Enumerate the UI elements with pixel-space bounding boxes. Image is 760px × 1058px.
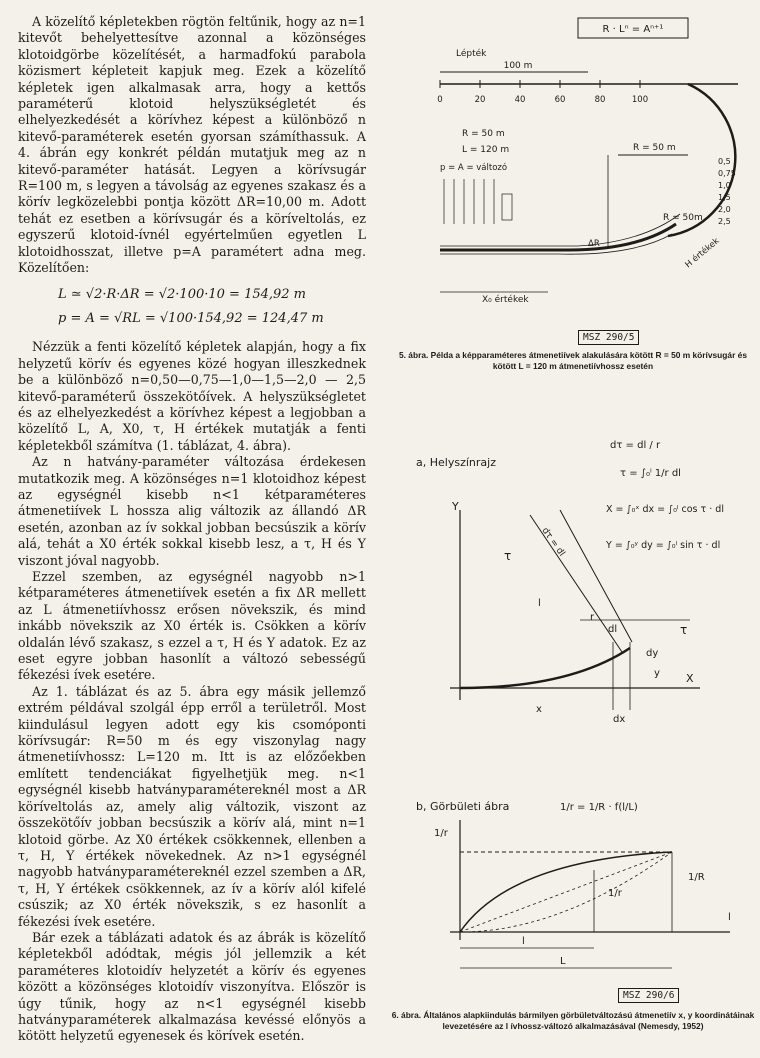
axis-x-label: X xyxy=(686,672,694,685)
formula-y: Y = ∫₀ʸ dy = ∫₀ˡ sin τ · dl xyxy=(606,540,721,551)
label-dtau: dτ = dl xyxy=(539,525,567,559)
axis-y-label: Y xyxy=(452,500,459,513)
figure-5-caption: 5. ábra. Példa a képparaméteres átmenetiívek alakulására kötött R = 50 m körívsugár és kötött L = 120 m átmenetiívhossz esetén xyxy=(399,350,747,371)
figure-5 xyxy=(418,14,756,348)
label-x: x xyxy=(536,704,542,715)
label-inv-r: 1/r xyxy=(608,888,622,899)
n-value: 1,5 xyxy=(718,193,731,202)
paragraph-3: Az n hatvány-paraméter változása érdekesen mutatkozik meg. A közönséges n=1 klotoidhoz képest az egységnél kisebb n<1 kétparaméteres átmenetiívek L hossza alig változik az állandó ΔR esetén, azonban az ív sokkal jobban becsúszik a körív alá, tehát a X0 érték sokkal kisebb lesz, a τ, H és Y viszont jóval nagyobb. xyxy=(18,454,366,568)
figure-5-code: MSZ 290/5 xyxy=(578,330,639,345)
label-tau: τ xyxy=(504,549,512,563)
paragraph-4: Ezzel szemben, az egységnél nagyobb n>1 kétparaméteres átmenetiívek esetén a fix ΔR mellett az L átmenetiívhossz erősen növekszik, és mind inkább növekszik az X0 érték is. Csökken a körív oldalán lévő szakasz, s ezzel a τ, H és Y adatok. Ez az eset egyre jobban hasonlít a változó sebességű fékezési ívek esetére. xyxy=(18,569,366,683)
formula-dtau: dτ = dl / r xyxy=(610,440,661,451)
scale-tick-label: 100 xyxy=(631,95,649,105)
label-l-axis: l xyxy=(728,912,731,923)
paragraph-6: Bár ezek a táblázati adatok és az ábrák is közelítő képletekből adódtak, mégis jól jellemzik a két paraméteres klotoidív helyzetét a körív és egyenes között a közönséges klotoidív viszonyítva. Először is úgy tűnik, hogy az n<1 egységnél kisebb hatványparaméterek alkalmazása kevéssé előnyös a kötött helyzetű egyenesek és körívek esetén. xyxy=(18,929,366,1044)
equation-l: L ≃ √2·R·ΔR = √2·100·10 = 154,92 m xyxy=(58,286,307,302)
label-inv-r-axis: 1/r xyxy=(434,828,448,839)
label-dy: dy xyxy=(646,648,659,659)
r-mid-label: R = 50m xyxy=(663,213,703,223)
formula-tau: τ = ∫₀ˡ 1/r dl xyxy=(620,468,681,479)
curve-l xyxy=(460,648,630,688)
h-label: H értékek xyxy=(683,236,722,271)
formula-text: R · Lⁿ = Aⁿ⁺¹ xyxy=(602,24,664,35)
formula-x: X = ∫₀ˣ dx = ∫₀ˡ cos τ · dl xyxy=(606,504,724,515)
label-tau-2: τ xyxy=(680,623,688,637)
n-value: 2,5 xyxy=(718,217,731,226)
r-top-label: R = 50 m xyxy=(633,143,676,153)
r-label: R = 50 m xyxy=(462,129,505,139)
scale-length: 100 m xyxy=(503,61,533,71)
transition-curve-variant xyxy=(440,214,680,246)
label-dl: dl xyxy=(608,624,618,635)
label-y: y xyxy=(654,668,660,679)
part-a-title: a, Helyszínrajz xyxy=(416,456,496,469)
paragraph-1: A közelítő képletekben rögtön feltűnik, hogy az n=1 kitevőt behelyettesítve azonnal a közönséges klotoidgörbe közelítését, a harmadfokú parabola közismert képleteit kapjuk meg. Ezek a közelítő képletek igen alkalmasak arra, hogy a kettős paraméterű klotoid helyszükségletét és elhelyezkedését a körívhez képest a különböző n kitevő-paraméterek esetén gyorsan számíthassuk. A 4. ábrán egy konkrét példán mutatjuk meg az n kitevő-paraméter hatását. Legyen a körívsugár R=100 m, s legyen a távolság az egyenes szakasz és a körív legközelebbi pontja között ΔR=10,00 m. Adott tehát ez esetben a körívsugár és a köríveltolás, ez egyszerű klotoid-ívnél egyértelműen egyetlen L klotoidhosszat, illetve p=A paramétert adna meg. Közelítően: xyxy=(18,14,366,276)
scale-tick-label: 60 xyxy=(554,95,566,105)
paragraph-2: Nézzük a fenti közelítő képletek alapján, hogy a fix helyzetű körív és egyenes közé hogyan illeszkednek be a különböző n=0,50—0,75—1,0—1,5—2,0 — 2,5 kitevő-paraméterű összekötőívek. A helyszükségletet és az elhelyezkedést a körívhez képest a legjobban a közelítő L, A, X0, τ, H értékek mutatják a fenti képletekből számítva (1. táblázat, 4. ábra). xyxy=(18,339,366,453)
n-value: 0,75 xyxy=(718,169,736,178)
linear-curvature xyxy=(460,852,672,932)
n-value: 1,0 xyxy=(718,181,731,190)
figure-6-caption: 6. ábra. Általános alapkiindulás bármilyen görbületváltozású átmenetiív x, y koordinátáinak levezetésére az l ívhossz-változó alkalmazásával (Nemesdy, 1952) xyxy=(391,1010,755,1031)
text-column xyxy=(18,14,366,1045)
figure-6 xyxy=(410,420,756,1004)
label-dx: dx xyxy=(613,714,626,725)
scale-tick-label: 20 xyxy=(474,95,486,105)
label-l: l xyxy=(538,598,541,609)
scale-tick-label: 40 xyxy=(514,95,526,105)
n-value: 2,0 xyxy=(718,205,731,214)
paragraph-5: Az 1. táblázat és az 5. ábra egy másik jellemző extrém példával szolgál épp erről a területről. Most kiindulásul legyen adott egy kis csomóponti körívsugár: R=50 m és egy viszonylag nagy átmenetiívhossz: L=120 m. Itt is az előzőekben említett tendenciákat figyelhetjük meg. n<1 egységnél kisebb hatványparamétereknél most a ΔR köríveltolás az, amely alig változik, viszont az összekötőív jobban becsúszik a körív alá, mint n=1 klotoid görbe. Az X0 értékek csökkennek, ellenben a τ, H, Y értékek növekednek. Az n>1 egységnél nagyobb hatványparamétereknél ezzel szemben a ΔR, τ, H, Y értékek csökkennek, az ív a körív alól kifelé csúszik; az X0 érték növekszik, s ez hasonlít a fékezési ívek esetére. xyxy=(18,683,366,929)
equation-p: p = A = √RL = √100·154,92 = 124,47 m xyxy=(58,310,324,326)
formula-curvature: 1/r = 1/R · f(l/L) xyxy=(560,802,638,813)
label-L-dim: L xyxy=(560,956,566,967)
scale-tick-label: 0 xyxy=(437,95,443,105)
part-b-title: b, Görbületi ábra xyxy=(416,800,510,813)
figure-6-drawing xyxy=(410,420,756,1000)
l-label: L = 120 m xyxy=(462,145,510,155)
n-value: 0,5 xyxy=(718,157,731,166)
p-label: p = A = változó xyxy=(440,163,508,173)
delta-r-label: ΔR xyxy=(588,239,600,249)
x0-label: X₀ értékek xyxy=(482,295,529,305)
label-l-dim: l xyxy=(522,936,525,947)
label-r: r xyxy=(590,612,595,623)
figure-6-code: MSZ 290/6 xyxy=(618,988,679,1003)
scale-tick-label: 80 xyxy=(594,95,606,105)
scale-title: Lépték xyxy=(456,49,487,59)
p-value-columns xyxy=(444,179,512,224)
figure-5-drawing xyxy=(418,14,756,344)
label-inv-R: 1/R xyxy=(688,872,705,883)
